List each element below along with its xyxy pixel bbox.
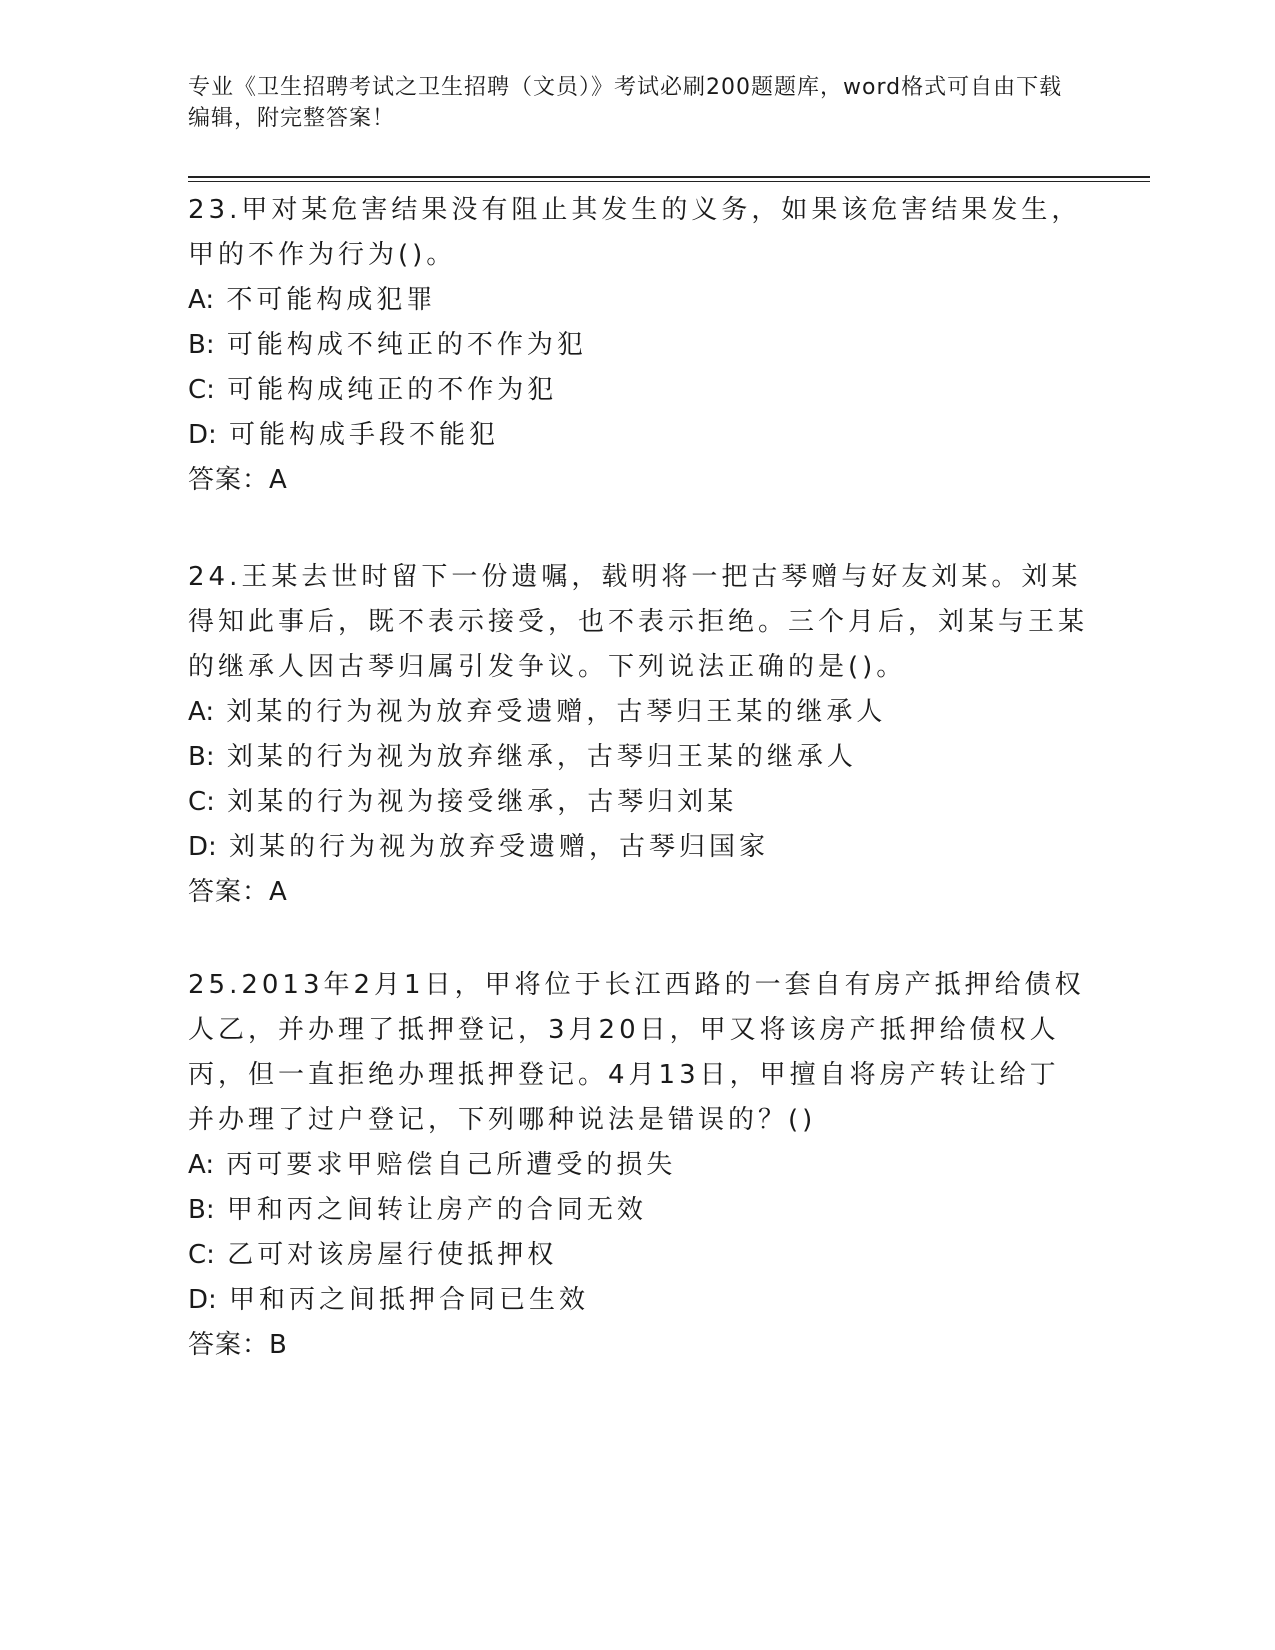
- option-letter: B:: [188, 742, 215, 772]
- option-text: 可能构成不纯正的不作为犯: [226, 330, 587, 360]
- answer-label: 答案：B: [188, 1330, 288, 1360]
- option-text: 刘某的行为视为放弃受遗赠，古琴归王某的继承人: [226, 697, 887, 727]
- option-c: [188, 368, 1088, 413]
- option-a: [188, 690, 1088, 735]
- header-divider-thin: [188, 181, 1150, 182]
- option-letter: B:: [188, 330, 215, 360]
- option-text: 刘某的行为视为接受继承，古琴归刘某: [227, 787, 738, 817]
- option-letter: C:: [188, 1240, 215, 1270]
- option-letter: A:: [188, 697, 215, 727]
- option-b: [188, 735, 1088, 780]
- option-letter: A:: [188, 1150, 215, 1180]
- option-c: [188, 780, 1088, 825]
- answer-label: 答案：A: [188, 465, 288, 495]
- option-letter: D:: [188, 832, 217, 862]
- option-letter: D:: [188, 420, 217, 450]
- option-d: [188, 1278, 1088, 1323]
- option-letter: C:: [188, 787, 215, 817]
- option-text: 丙可要求甲赔偿自己所遭受的损失: [226, 1150, 677, 1180]
- header-divider-thick: [188, 176, 1150, 178]
- option-d: [188, 413, 1088, 458]
- option-text: 甲和丙之间抵押合同已生效: [229, 1285, 590, 1315]
- option-text: 甲和丙之间转让房产的合同无效: [226, 1195, 647, 1225]
- option-text: 刘某的行为视为放弃受遗赠，古琴归国家: [229, 832, 770, 862]
- question-text: 23.甲对某危害结果没有阻止其发生的义务，如果该危害结果发生，甲的不作为行为()。: [188, 195, 1082, 270]
- option-letter: B:: [188, 1195, 215, 1225]
- question-text: 24.王某去世时留下一份遗嘱，载明将一把古琴赠与好友刘某。刘某得知此事后，既不表示接受，也不表示拒绝。三个月后，刘某与王某的继承人因古琴归属引发争议。下列说法正确的是()。: [188, 562, 1089, 682]
- option-text: 可能构成纯正的不作为犯: [227, 375, 558, 405]
- answer-label: 答案：A: [188, 877, 288, 907]
- question-25: [188, 963, 1088, 1368]
- question-23: [188, 188, 1088, 503]
- option-letter: A:: [188, 285, 215, 315]
- option-d: [188, 825, 1088, 870]
- question-text: 25.2013年2月1日，甲将位于长江西路的一套自有房产抵押给债权人乙，并办理了抵押登记，3月20日，甲又将该房产抵押给债权人丙，但一直拒绝办理抵押登记。4月13日，甲擅自将房产转让给丁并办理了过户登记，下列哪种说法是错误的？(): [188, 970, 1085, 1135]
- option-text: 刘某的行为视为放弃继承，古琴归王某的继承人: [226, 742, 857, 772]
- option-letter: D:: [188, 1285, 217, 1315]
- option-a: [188, 278, 1088, 323]
- option-letter: C:: [188, 375, 215, 405]
- option-b: [188, 323, 1088, 368]
- document-header: 专业《卫生招聘考试之卫生招聘（文员）》考试必刷200题题库，word格式可自由下载编辑，附完整答案！: [188, 75, 1063, 131]
- option-c: [188, 1233, 1088, 1278]
- option-a: [188, 1143, 1088, 1188]
- option-text: 可能构成手段不能犯: [229, 420, 500, 450]
- option-text: 乙可对该房屋行使抵押权: [227, 1240, 558, 1270]
- option-b: [188, 1188, 1088, 1233]
- question-24: [188, 555, 1088, 915]
- option-text: 不可能构成犯罪: [226, 285, 437, 315]
